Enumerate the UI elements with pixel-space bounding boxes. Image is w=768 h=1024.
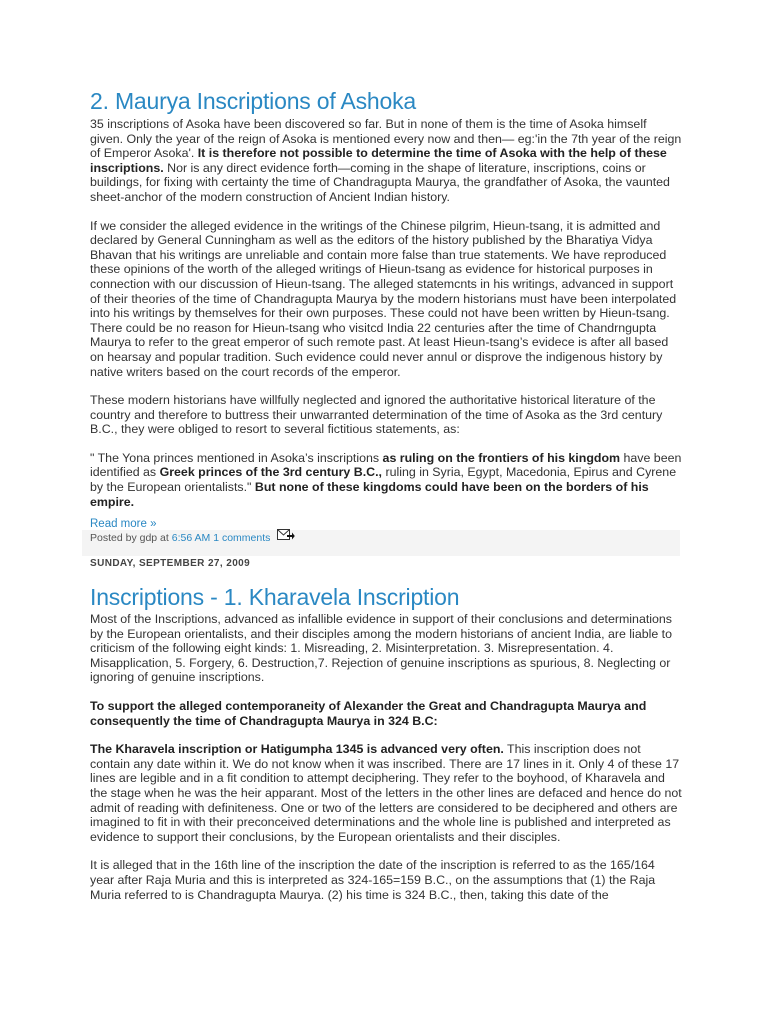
post-title[interactable]: 2. Maurya Inscriptions of Ashoka	[90, 88, 416, 114]
email-post-icon[interactable]	[277, 525, 295, 551]
post-paragraph: These modern historians have willfully neglected and ignored the authoritative historical literature of the country and therefore to buttress their unwarranted determination of the time of Asoka as the 3rd century B.C., they were obliged to resort to several fictitious statements, as:	[90, 393, 663, 437]
post-quote-paragraph: " The Yona princes mentioned in Asoka’s inscriptions as ruling on the frontiers of his kingdom have been identified as Greek princes of the 3rd century B.C., ruling in Syria, Egypt, Macedonia, Epirus and Cyrene by the European orientalists." But none of these kingdoms could have been on the borders of his empire.	[90, 450, 682, 509]
post-paragraph: It is alleged that in the 16th line of the inscription the date of the inscription is referred to as the 165/164 year after Raja Muria and this is interpreted as 324-165=159 B.C., on the assumptions that (1) the Raja Muria referred to is Chandragupta Maurya. (2) his time is 324 B.C., then, taking this date of the	[90, 858, 656, 902]
posted-by-label: Posted by gdp at	[90, 532, 172, 544]
post-footer	[82, 530, 680, 556]
post-timestamp-link[interactable]: 6:56 AM	[171, 532, 211, 544]
post-paragraph: 35 inscriptions of Asoka have been discovered so far. But in none of them is the time of Asoka himself given. Only the year of the reign of Asoka is mentioned every now and then— eg:'in the 7th year of the reign of Emperor Asoka'. It is therefore not possible to determine the time of Asoka with the help of these inscriptions. Nor is any direct evidence forth—coming in the shape of literature, inscriptions, coins or buildings, for fixing with certainty the time of Chandragupta Maurya, the grandfather of Asoka, the vaunted sheet-anchor of the modern construction of Ancient Indian history.	[90, 117, 682, 204]
post-paragraph: Most of the Inscriptions, advanced as infallible evidence in support of their conclusions and determinations by the European orientalists, and their disciples among the modern historians of ancient India, are liable to criticism of the following eight kinds: 1. Misreading, 2. Misinterpretation. 3. Misrepresentation. 4. Misapplication, 5. Forgery, 6. Destruction,7. Rejection of genuine inscriptions as spurious, 8. Neglecting or ignoring of genuine inscriptions.	[90, 612, 673, 685]
post-title[interactable]: Inscriptions - 1. Kharavela Inscription	[90, 584, 460, 610]
post-kharavela	[90, 584, 682, 902]
post-paragraph: The Kharavela inscription or Hatigumpha 1345 is advanced very often. This inscription does not contain any date within it. We do not know when it was inscribed. There are 17 lines in it. Only 4 of these 17 lines are legible and in a fit condition to attempt deciphering. They refer to the boyhood, of Kharavela and the stage when he was the heir apparant. Most of the letters in the other lines are defaced and hence do not admit of reading with definiteness. One or two of the letters are considered to be deciphered and others are imagined to fit in with their preconceived determinations and the whole line is published and interpreted as evidence to support their conclusions, by the European orientalists and their disciples.	[90, 742, 682, 844]
post-ashoka	[90, 88, 682, 509]
date-header: SUNDAY, SEPTEMBER 27, 2009	[90, 558, 251, 569]
comments-link[interactable]: 1 comments	[213, 532, 271, 544]
post-paragraph: If we consider the alleged evidence in the writings of the Chinese pilgrim, Hieun-tsang, it is admitted and declared by General Cunningham as well as the editors of the history published by the Bharatiya Vidya Bhavan that his writings are unreliable and contain more false than true statements. We have reproduced these opinions of the worth of the alleged writings of Hieun-tsang as evidence for historical purposes in connection with our discussion of Hieun-tsang. The alleged statemcnts in his writings, advanced in support of their theories of the time of Chandragupta Maurya by the modern historians must have been interpolated into his writings by themselves for their own purposes. These could not have been written by Hieun-tsang. There could be no reason for Hieun-tsang who visitcd India 22 centuries after the time of Chandrngupta Maurya to refer to the great emperor of such remote past. At least Hieun-tsang’s evidece is after all based on hearsay and popular tradition. Such evidence could never annul or disprove the indigenous history by native writers based on the court records of the emperor.	[90, 218, 677, 379]
post-paragraph-bold: To support the alleged contemporaneity of Alexander the Great and Chandragupta Maurya and consequently the time of Chandragupta Maurya in 324 B.C:	[90, 698, 647, 728]
read-more-link[interactable]: Read more »	[90, 518, 157, 530]
